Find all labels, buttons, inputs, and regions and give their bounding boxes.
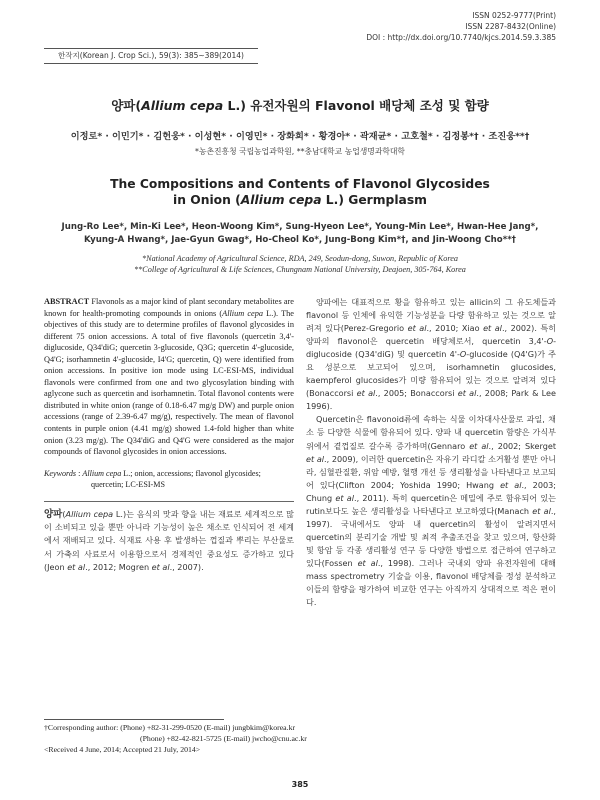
korean-title (0, 96, 600, 114)
p2-etal5: et al (532, 505, 551, 516)
intro-left-etal2: et al (151, 561, 170, 572)
intro-paragraph-left (44, 508, 294, 574)
abstract-text-b: L.). The objectives of this study are to determine profiles of flavonol glycosides in different 75 onion accessions. A total of five flavonols (quercetin 3,4'-diglucoside, Q34'diG; quercetin 3-glucoside, Q3G; quercetin 4'-glucoside, Q4'G; isorhamnetin 4'-glucoside, I4'G; quercetin, Q) were identified from onion accessions. In positive ion mode using LC-ESI-MS, individual flavonols were confirmed from one and two glycosylation binding with aglycone such as quercetin and isorhamnetin. Total flavonol contents were distributed in white onion (range of 0.18-6.47 mg/g DW) and purple onion accessions (range of 2.39-6.47 mg/g), respectively. The mean of flavonol contents in purple onion (4.41 mg/g) showed 1.4-fold higher than white onion (3.23 mg/g). The Q34'diG and Q4'G were considered as the major compounds of flavonol glycosides in onion accessions. (44, 308, 294, 457)
p2-g: ., 1998). 그러나 국내외 양파 유전자원에 대해 mass spectrometry 기술을 이용, flavonol 배당체를 정성 분석하고 이들의 함량을 평가하여 비교한 연구는 아직까지 상대적으로 적은 편이다. (306, 557, 556, 608)
doi-link[interactable]: DOI : http://dx.doi.org/10.7740/kjcs.2014.59.3.385 (366, 33, 556, 42)
p1-etal4: et al (457, 388, 477, 399)
p1-o1: O (546, 336, 554, 347)
abstract-divider (44, 501, 294, 502)
p2-e: ., 2011). 특히 quercetin은 메밀에 주로 함유되어 있는 rutin보다도 높은 생리활성을 나타낸다고 보고하였다(Manach (306, 492, 556, 516)
left-column (44, 296, 294, 574)
intro-left-b: L.)는 음식의 맛과 향을 내는 재료로 세계적으로 많이 소비되고 있을 뿐만 아니라 기능성이 높은 채소로 인식되어 전 세계에서 재배되고 있다. 식재료 사용 후 발생하는 껍질과 뿌리는 부산물로서 가축의 사료로서 이용함으로서 경제적인 중요성도 증가하고 있다(Jeon (44, 508, 294, 572)
p2-etal3: et al (500, 479, 522, 490)
footnote-corresponding-2: (Phone) +82-42-821-5725 (E-mail) jwcho@cnu.ac.kr (140, 734, 307, 743)
p2-d: ., 2003; Chung (306, 479, 556, 503)
keywords-line1-rest: L.; onion, accessions; flavonol glycosides; (121, 468, 261, 478)
p2-etal4: et al (335, 492, 355, 503)
abstract (44, 296, 294, 458)
intro-left-c: ., 2012; Mogren (85, 561, 152, 572)
abstract-label: ABSTRACT (44, 297, 90, 306)
journal-citation: 한작지(Korean J. Crop Sci.), 59(3): 385~389(2014) (44, 48, 258, 64)
intro-lead-word: 양파 (44, 508, 63, 520)
english-title-line2-pre: in Onion ( (173, 193, 241, 207)
p2-c: ., 2009), 이러한 quercetin은 자유기 라디칼 소거활성 뿐만 아니라, 심혈관질환, 위암 예방, 혈행 개선 등 생리활성을 나타낸다고 보고되어 있다(Clifton 2004; Yoshida 1990; Hwang (306, 453, 557, 490)
p2-etal2: et al (306, 453, 325, 464)
keywords-species: Allium cepa (82, 468, 122, 478)
p2-f: ., 1997). 국내에서도 양파 내 quercetin의 활성이 알려지면서 quercetin의 분리기술 개발 및 최적 추출조건을 찾고 있으며, 항산화 및 항암 등 각종 생리활성 연구 등 다양한 방법으로 접근하여 연구하고 있다(Fossen (306, 505, 556, 568)
korean-authors: 이정로* · 이민기* · 김헌웅* · 이성현* · 이영민* · 장화희* · 황경아* · 곽재균* · 고호철* · 김정봉*† · 조진웅**† (70, 131, 530, 142)
korean-affiliation: *농촌진흥청 국립농업과학원, **충남대학교 농업생명과학대학 (195, 147, 405, 156)
intro-left-species: Allium cepa (65, 508, 114, 519)
p1-etal2: et al (483, 323, 502, 334)
keywords-line2: quercetin; LC-ESI-MS (91, 480, 165, 490)
intro-paragraph-right-1 (306, 296, 556, 413)
footnote-corresponding-1: †Corresponding author: (Phone) +82-31-299-0520 (E-mail) jungbkim@korea.kr (44, 723, 296, 732)
intro-left-etal1: et al (67, 561, 86, 572)
p2-etal6: et al (357, 557, 378, 568)
keywords (44, 468, 294, 491)
english-authors (30, 221, 570, 247)
p1-f: ., 2005; Bonaccorsi (375, 388, 458, 399)
issn-online: ISSN 2287-8432(Online) (465, 22, 556, 31)
intro-left-a: ( (62, 508, 66, 519)
intro-left-d: ., 2007). (169, 561, 204, 572)
english-authors-line1: Jung-Ro Lee*, Min-Ki Lee*, Heon-Woong Kim*, Sung-Hyeon Lee*, Young-Min Lee*, Hwan-Hee Jang*, (61, 222, 539, 232)
korean-title-pre: 양파( (111, 98, 142, 113)
korean-title-post: L.) 유전자원의 Flavonol 배당체 조성 및 함량 (223, 98, 489, 113)
p1-g: ., 2008; Park & Lee 1996). (306, 388, 557, 412)
keywords-line1 (44, 468, 294, 480)
p1-etal1: et al (407, 323, 427, 334)
keywords-label: Keywords (44, 468, 77, 478)
english-affiliation (30, 253, 570, 275)
english-authors-line2: Kyung-A Hwang*, Jae-Gyun Gwag*, Ho-Cheol Ko*, Jung-Bong Kim*†, and Jin-Woong Cho**† (84, 235, 516, 245)
footnote-rule (44, 719, 224, 720)
english-affiliation-line2: **College of Agricultural & Life Sciences, Chungnam National University, Deajoen, 305-764, Korea (134, 265, 466, 274)
issn-print: ISSN 0252-9777(Print) (472, 11, 556, 20)
keywords-sep: : (76, 468, 83, 478)
p2-b: ., 2002; Skerget (488, 440, 557, 451)
english-title-line1: The Compositions and Contents of Flavonol Glycosides (110, 177, 490, 191)
p1-c: ., 2002). 특히 양파의 flavonol은 quercetin 배당체로서, quercetin 3,4'- (306, 323, 557, 347)
p2-a: Quercetin은 flavonoid류에 속하는 식물 이차대사산물로 과일, 채소 등 다양한 식물에 함유되어 있다. 양파 내 quercetin 함량은 가식부위에서 곁껍질로 갈수록 증가하며(Gennaro (306, 414, 556, 451)
p1-e: -glucoside (Q4'G)가 주요 성분으로 보고되어 있으며, isorhamnetin glucosides, kaempferol glucosides가 미량 함유되어 있는 것으로 알려져 있다(Bonaccorsi (306, 349, 556, 399)
p1-d: -diglucoside (Q34'diG) 및 quercetin 4'- (306, 336, 556, 360)
p1-b: ., 2010; Xiao (426, 323, 484, 334)
footnote-received: <Received 4 June, 2014; Accepted 21 July, 2014> (44, 745, 201, 754)
p1-o2: O (459, 349, 467, 360)
english-title (0, 176, 600, 208)
right-column (306, 296, 556, 609)
issn-doi-block (366, 10, 556, 43)
english-title-species: Allium cepa (240, 193, 322, 207)
korean-title-species: Allium cepa (141, 98, 224, 113)
footnote (44, 722, 554, 755)
english-title-line2 (0, 192, 600, 208)
abstract-species: Allium cepa (222, 308, 264, 318)
english-title-line2-post: L.) Germplasm (321, 193, 427, 207)
page-number: 385 (291, 780, 309, 789)
p1-a: 양파에는 대표적으로 황을 함유하고 있는 allicin의 그 유도체들과 flavonol 등 인체에 유익한 기능성분을 다량 함유하고 있는 것으로 알려져 있다(Perez-Gregorio (306, 297, 556, 334)
p1-etal3: et al (356, 388, 376, 399)
intro-paragraph-right-2 (306, 413, 556, 609)
english-affiliation-line1: *National Academy of Agricultural Science, RDA, 249, Seodun-dong, Suwon, Republic of Korea (142, 254, 458, 263)
p2-etal1: et al (469, 440, 489, 451)
abstract-text-a: Flavonols as a major kind of plant secondary metabolites are known for health-promoting compounds in onions ( (44, 297, 294, 318)
